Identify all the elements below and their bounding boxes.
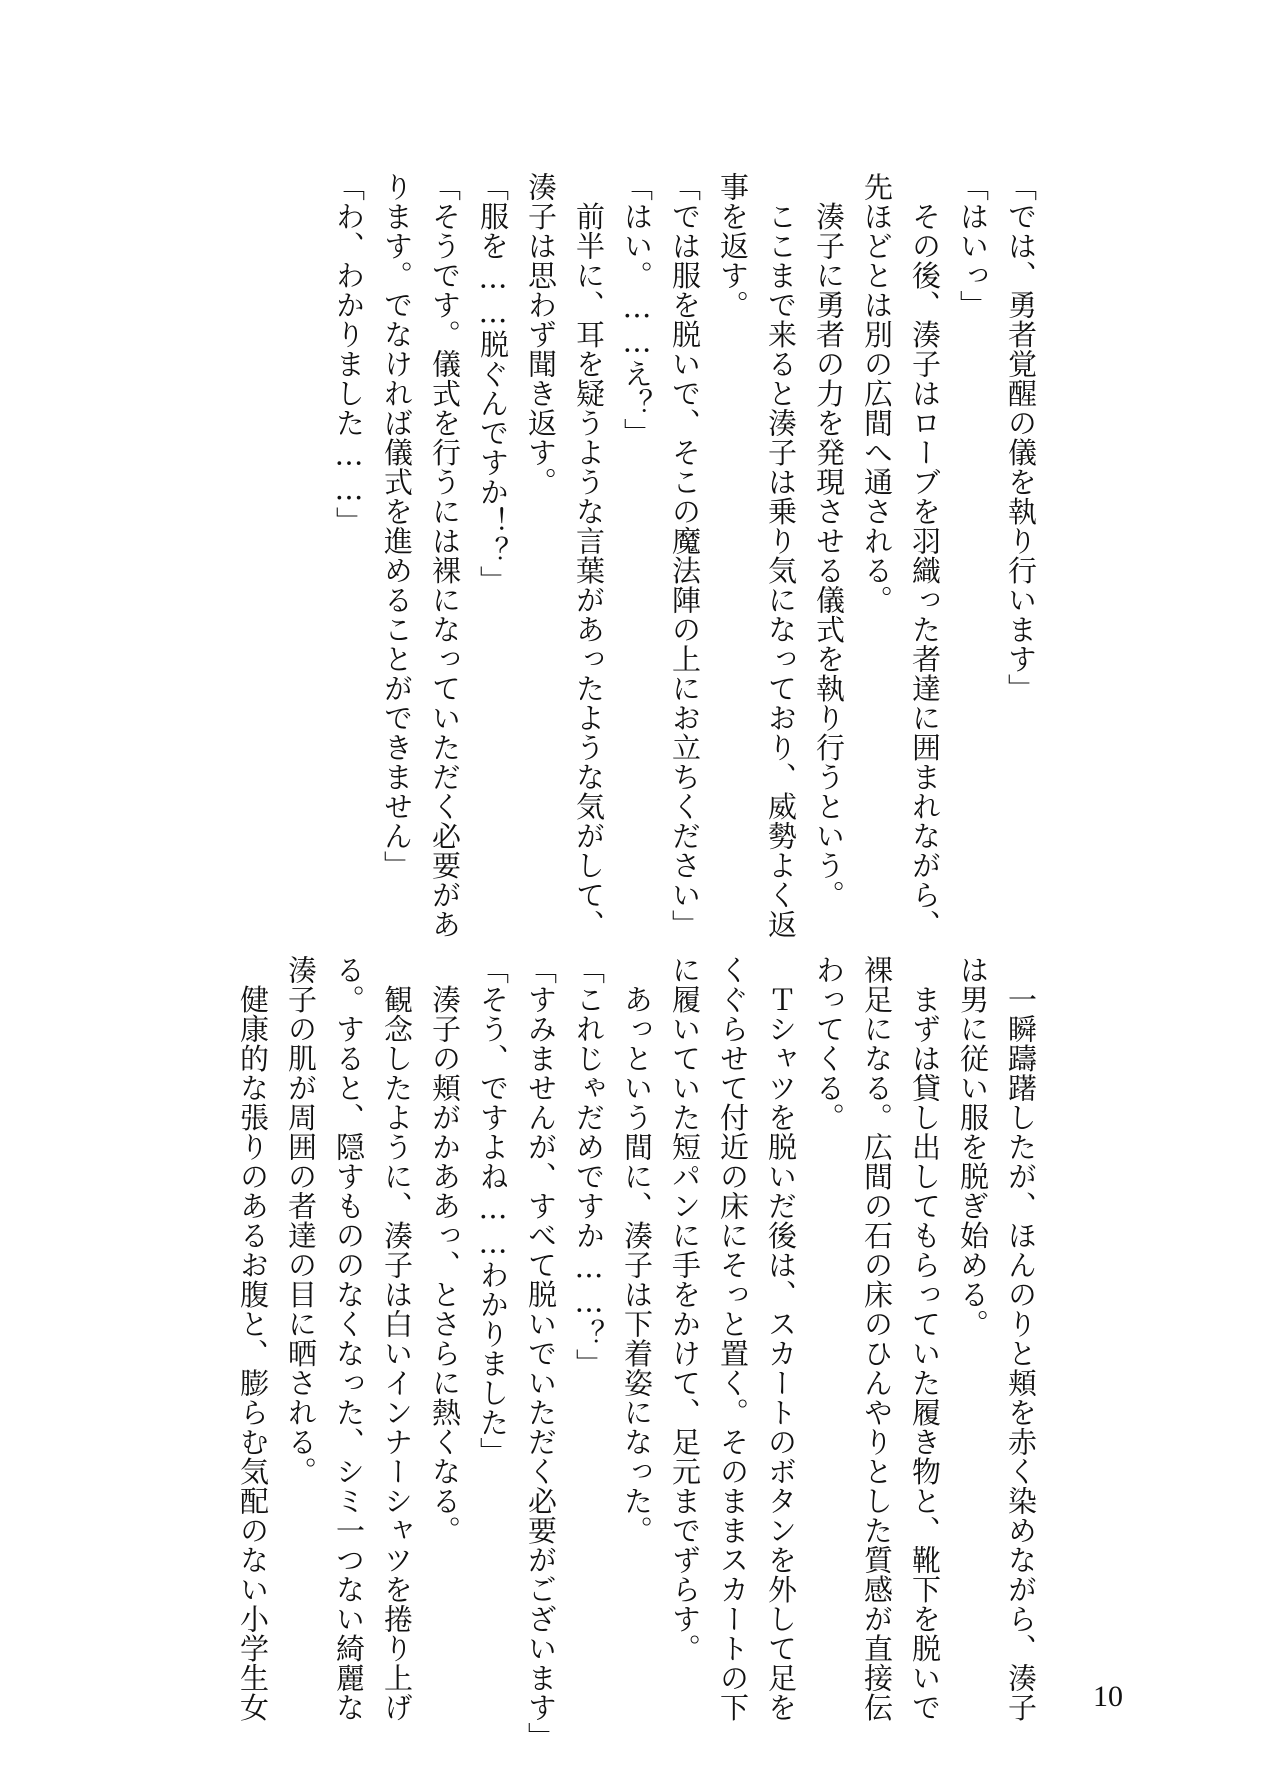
text-line: 「はいっ」 [956,172,990,320]
text-line: ります。でなければ儀式を進めることができません」 [380,172,414,880]
text-line: 湊子の頬がかああっ、とさらに熱くなる。 [428,955,462,1545]
text-line: Ｔシャツを脱いだ後は、スカートのボタンを外して足を [764,955,798,1722]
text-line: 事を返す。 [716,172,750,320]
text-line: 「服を……脱ぐんですか！？」 [476,172,510,595]
text-line: 前半に、耳を疑うような言葉があったような気がして、 [572,172,606,939]
text-line: に履いていた短パンに手をかけて、足元までずらす。 [668,955,702,1663]
text-line: 「これじゃだめですか……？」 [572,955,606,1378]
text-line: 観念したように、湊子は白いインナーシャツを捲り上げ [380,955,414,1722]
text-line: 「そうです。儀式を行うには裸になっていただく必要があ [428,172,462,939]
text-line: 「では、勇者覚醒の儀を執り行います」 [1004,172,1038,703]
text-line: 健康的な張りのあるお腹と、膨らむ気配のない小学生女 [236,955,270,1722]
text-line: 「そう、ですよね……わかりました」 [476,955,510,1467]
text-line: 一瞬躊躇したが、ほんのりと頬を赤く染めながら、湊子 [1004,955,1038,1722]
text-line: 湊子は思わず聞き返す。 [524,172,558,497]
text-line: まずは貸し出してもらっていた履き物と、靴下を脱いで [908,955,942,1722]
text-line: 「はい。……え？」 [620,172,654,448]
text-line: 「わ、わかりました……」 [332,172,366,536]
text-line: わってくる。 [812,955,846,1132]
text-line: ここまで来ると湊子は乗り気になっており、威勢よく返 [764,172,798,939]
text-line: くぐらせて付近の床にそっと置く。そのままスカートの下 [716,955,750,1722]
text-line: その後、湊子はローブを羽織った者達に囲まれながら、 [908,172,942,939]
text-line: あっという間に、湊子は下着姿になった。 [620,955,654,1545]
text-line: 「すみませんが、すべて脱いでいただく必要がございます」 [524,955,558,1752]
text-line: 裸足になる。広間の石の床のひんやりとした質感が直接伝 [860,955,894,1722]
text-line: る。すると、隠すもののなくなった、シミ一つない綺麗な [332,955,366,1722]
top-text-block [325,172,1045,939]
text-line: 「では服を脱いで、そこの魔法陣の上にお立ちください」 [668,172,702,939]
text-line: は男に従い服を脱ぎ始める。 [956,955,990,1339]
text-line: 湊子に勇者の力を発現させる儀式を執り行うという。 [812,172,846,910]
page-number: 10 [1093,1680,1123,1713]
bottom-text-block [229,955,1045,1752]
text-line: 先ほどとは別の広間へ通される。 [860,172,894,615]
text-line: 湊子の肌が周囲の者達の目に晒される。 [284,955,318,1486]
